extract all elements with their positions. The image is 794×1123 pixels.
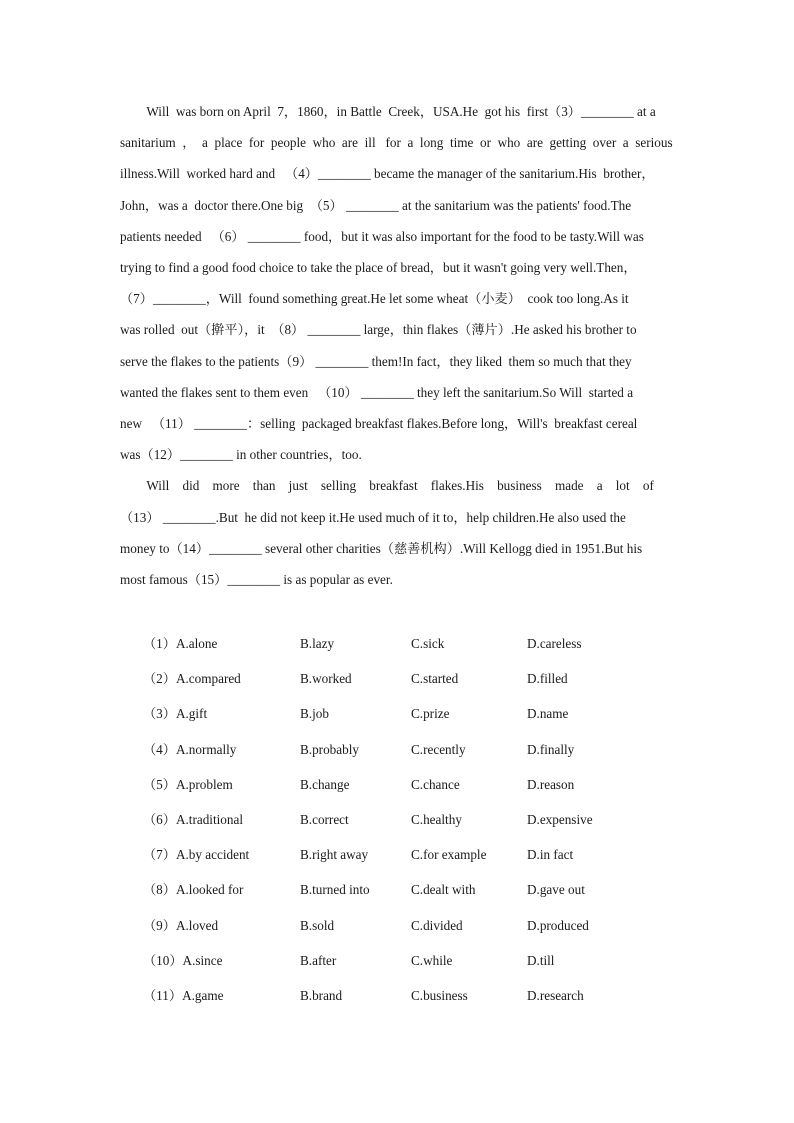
option-d: D.filled bbox=[527, 671, 568, 687]
option-c: C.recently bbox=[411, 741, 466, 757]
option-c: C.while bbox=[411, 952, 453, 968]
option-b: B.brand bbox=[300, 987, 343, 1003]
passage-line: was rolled out（擀平），it （8） ________ large，thin flakes（薄片）.He asked his brother to bbox=[120, 322, 637, 338]
option-a: （2）A.compared bbox=[143, 671, 241, 687]
passage-line: new （11） ________：selling packaged breakfast flakes.Before long，Will's breakfast cereal bbox=[120, 416, 638, 432]
option-a: （4）A.normally bbox=[143, 741, 237, 757]
option-a: （7）A.by accident bbox=[143, 847, 250, 863]
option-b: B.correct bbox=[300, 811, 349, 827]
passage-line: Will was born on April 7，1860，in Battle Creek，USA.He got his first（3）________ at a bbox=[120, 104, 656, 119]
option-b: B.job bbox=[300, 706, 329, 722]
option-b: B.turned into bbox=[300, 882, 370, 898]
option-a: （11）A.game bbox=[143, 987, 224, 1003]
passage-line: （7）________，Will found something great.He let some wheat（小麦） cook too long.As it bbox=[120, 291, 629, 307]
option-d: D.reason bbox=[527, 776, 575, 792]
passage-line: sanitarium ， a place for people who are ill for a long time or who are getting over a serious bbox=[120, 135, 673, 151]
option-a: （3）A.gift bbox=[143, 706, 208, 722]
passage-line: Will did more than just selling breakfast flakes.His business made a lot of bbox=[120, 478, 654, 494]
passage-line: most famous（15）________ is as popular as ever. bbox=[120, 572, 393, 588]
option-c: C.chance bbox=[411, 776, 460, 792]
option-b: B.worked bbox=[300, 671, 352, 687]
option-d: D.produced bbox=[527, 917, 589, 933]
option-b: B.probably bbox=[300, 741, 359, 757]
option-c: C.sick bbox=[411, 636, 445, 651]
passage-line: John，was a doctor there.One big （5） ________ at the sanitarium was the patients' food.The bbox=[120, 197, 632, 213]
option-b: B.lazy bbox=[300, 636, 335, 651]
option-row-7 bbox=[143, 839, 703, 874]
option-row-11 bbox=[143, 980, 703, 1015]
option-c: C.started bbox=[411, 671, 459, 687]
option-d: D.expensive bbox=[527, 811, 593, 827]
passage-line: money to（14）________ several other charities（慈善机构）.Will Kellogg died in 1951.But his bbox=[120, 540, 643, 556]
option-row-1 bbox=[143, 628, 703, 663]
option-a: （5）A.problem bbox=[143, 776, 233, 792]
option-b: B.after bbox=[300, 952, 337, 968]
option-c: C.healthy bbox=[411, 811, 462, 827]
option-c: C.prize bbox=[411, 706, 450, 722]
passage-text bbox=[120, 96, 674, 595]
option-a: （6）A.traditional bbox=[143, 811, 243, 827]
option-a: （8）A.looked for bbox=[143, 882, 244, 898]
passage-line: patients needed （6） ________ food，but it was also important for the food to be tasty.Will was bbox=[120, 228, 644, 244]
option-row-9 bbox=[143, 910, 703, 945]
option-c: C.for example bbox=[411, 847, 487, 863]
option-d: D.gave out bbox=[527, 882, 585, 898]
passage-line: serve the flakes to the patients（9） ________ them!In fact，they liked them so much that they bbox=[120, 353, 632, 369]
option-a: （9）A.loved bbox=[143, 917, 219, 933]
option-d: D.in fact bbox=[527, 847, 574, 863]
option-b: B.sold bbox=[300, 917, 335, 933]
option-c: C.divided bbox=[411, 917, 463, 933]
option-b: B.change bbox=[300, 776, 350, 792]
option-row-4 bbox=[143, 734, 703, 769]
options-list bbox=[143, 628, 703, 1015]
option-row-2 bbox=[143, 663, 703, 698]
option-d: D.till bbox=[527, 952, 555, 968]
option-row-6 bbox=[143, 804, 703, 839]
option-row-3 bbox=[143, 698, 703, 733]
option-d: D.careless bbox=[527, 636, 582, 651]
passage bbox=[120, 96, 674, 595]
option-a: （1）A.alone bbox=[143, 636, 218, 651]
option-d: D.name bbox=[527, 706, 569, 722]
passage-line: trying to find a good food choice to take the place of bread，but it wasn't going very well.Then， bbox=[120, 260, 637, 276]
option-a: （10）A.since bbox=[143, 952, 223, 968]
option-row-8 bbox=[143, 874, 703, 909]
passage-line: illness.Will worked hard and （4）________ became the manager of the sanitarium.His brother， bbox=[120, 166, 655, 182]
option-row-10 bbox=[143, 945, 703, 980]
option-c: C.business bbox=[411, 987, 468, 1003]
option-d: D.finally bbox=[527, 741, 575, 757]
passage-line: （13） ________.But he did not keep it.He used much of it to，help children.He also used the bbox=[120, 509, 626, 525]
passage-line: wanted the flakes sent to them even （10） ________ they left the sanitarium.So Will started a bbox=[120, 384, 634, 400]
option-d: D.research bbox=[527, 987, 584, 1003]
option-c: C.dealt with bbox=[411, 882, 476, 898]
passage-line: was（12）________ in other countries，too. bbox=[120, 447, 362, 463]
option-b: B.right away bbox=[300, 847, 369, 863]
option-row-5 bbox=[143, 769, 703, 804]
